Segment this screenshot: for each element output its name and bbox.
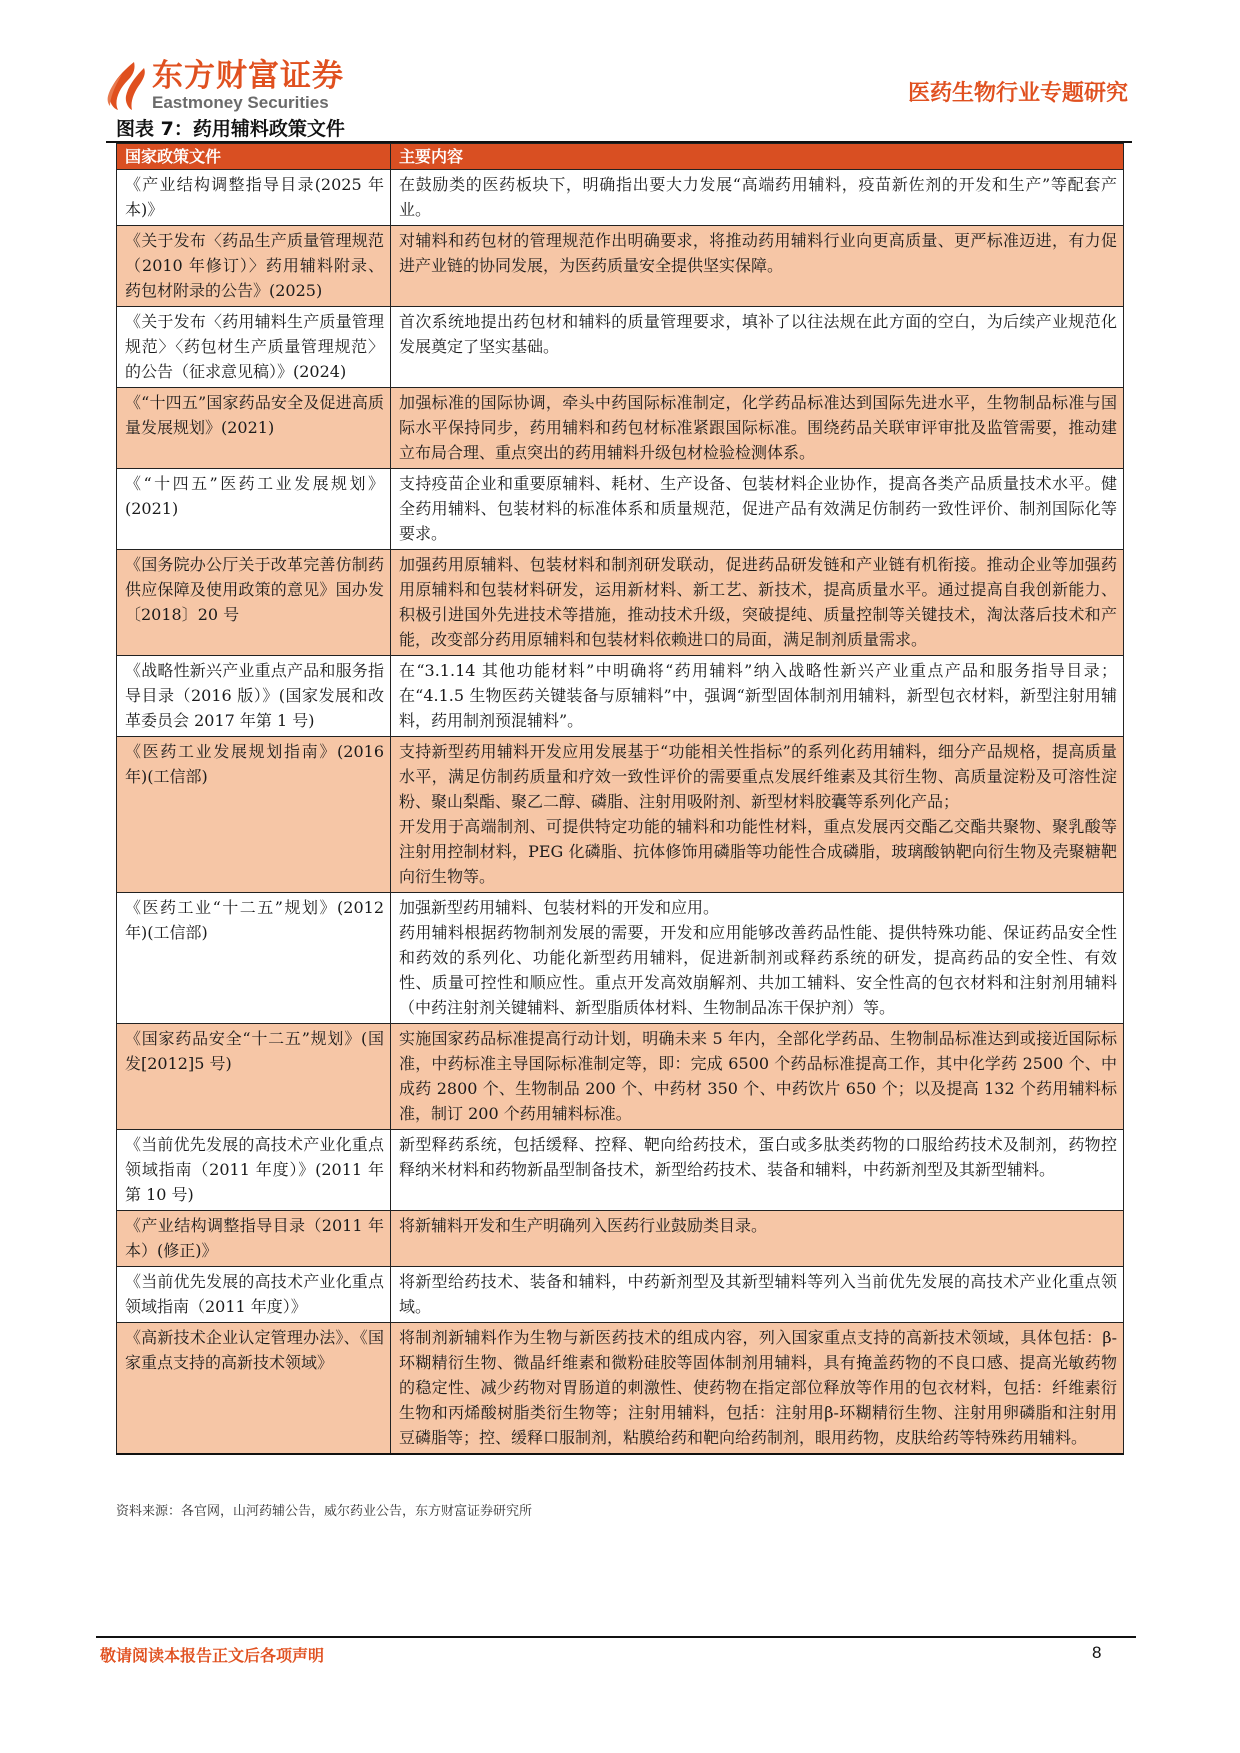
policy-content-cell	[391, 656, 1124, 737]
policy-content-cell	[391, 737, 1124, 893]
source-note: 资料来源：各官网，山河药辅公告，威尔药业公告，东方财富证券研究所	[116, 1504, 533, 1519]
content-paragraph: 加强标准的国际协调，牵头中药国际标准制定，化学药品标准达到国际先进水平，生物制品标准与国际水平保持同步，药用辅料和药包材标准紧跟国际标准。围绕药品关联审评审批及监管需要，推动建立布局合理、重点突出的药用辅料升级包材检验检测体系。	[399, 393, 1117, 462]
company-logo	[104, 58, 364, 118]
content-paragraph: 对辅料和药包材的管理规范作出明确要求，将推动药用辅料行业向更高质量、更严标准迈进，有力促进产业链的协同发展，为医药质量安全提供坚实保障。	[399, 231, 1117, 275]
table-row	[117, 1130, 1124, 1211]
table-header-row	[117, 144, 1124, 170]
policy-document-cell: 《产业结构调整指导目录(2025 年本)》	[117, 170, 391, 226]
policy-document-cell: 《当前优先发展的高技术产业化重点领域指南（2011 年度）》	[117, 1267, 391, 1323]
policy-document-cell: 《“十四五”国家药品安全及促进高质量发展规划》(2021)	[117, 388, 391, 469]
content-paragraph: 首次系统地提出药包材和辅料的质量管理要求，填补了以往法规在此方面的空白，为后续产业规范化发展奠定了坚实基础。	[399, 312, 1117, 356]
policy-content-cell	[391, 1267, 1124, 1323]
content-paragraph: 在鼓励类的医药板块下，明确指出要大力发展“高端药用辅料，疫苗新佐剂的开发和生产”等配套产业。	[399, 175, 1117, 219]
content-paragraph: 新型释药系统，包括缓释、控释、靶向给药技术，蛋白或多肽类药物的口服给药技术及制剂，药物控释纳米材料和药物新晶型制备技术，新型给药技术、装备和辅料，中药新剂型及其新型辅料。	[399, 1135, 1117, 1179]
table-row	[117, 1024, 1124, 1130]
policy-content-cell	[391, 1211, 1124, 1267]
policy-content-cell	[391, 893, 1124, 1024]
policy-content-cell	[391, 388, 1124, 469]
table-row	[117, 1267, 1124, 1323]
policy-content-cell	[391, 1323, 1124, 1455]
content-paragraph: 支持新型药用辅料开发应用发展基于“功能相关性指标”的系列化药用辅料，细分产品规格，提高质量水平，满足仿制药质量和疗效一致性评价的需要重点发展纤维素及其衍生物、高质量淀粉及可溶性淀粉、聚山梨酯、聚乙二醇、磷脂、注射用吸附剂、新型材料胶囊等系列化产品；	[399, 742, 1117, 811]
policy-content-cell	[391, 469, 1124, 550]
figure-title: 图表 7：药用辅料政策文件	[116, 118, 345, 140]
content-paragraph: 开发用于高端制剂、可提供特定功能的辅料和功能性材料，重点发展丙交酯乙交酯共聚物、聚乳酸等注射用控制材料，PEG 化磷脂、抗体修饰用磷脂等功能性合成磷脂，玻璃酸钠靶向衍生物及壳聚糖靶向衍生物等。	[399, 817, 1117, 886]
policy-document-cell: 《高新技术企业认定管理办法》、《国家重点支持的高新技术领域》	[117, 1323, 391, 1455]
policy-table-body	[117, 170, 1124, 1455]
table-row	[117, 1211, 1124, 1267]
policy-document-cell: 《战略性新兴产业重点产品和服务指导目录（2016 版）》(国家发展和改革委员会 2017 年第 1 号)	[117, 656, 391, 737]
table-row	[117, 1323, 1124, 1455]
logo-english-name: Eastmoney Securities	[152, 93, 329, 112]
table-row	[117, 388, 1124, 469]
policy-content-cell	[391, 1024, 1124, 1130]
policy-document-cell: 《医药工业发展规划指南》(2016 年)(工信部)	[117, 737, 391, 893]
policy-document-cell: 《当前优先发展的高技术产业化重点领域指南（2011 年度）》(2011 年第 10 号)	[117, 1130, 391, 1211]
policy-document-cell: 《医药工业“十二五”规划》(2012 年)(工信部)	[117, 893, 391, 1024]
policy-document-cell: 《关于发布〈药品生产质量管理规范（2010 年修订）〉药用辅料附录、药包材附录的公告》(2025)	[117, 226, 391, 307]
content-paragraph: 支持疫苗企业和重要原辅料、耗材、生产设备、包装材料企业协作，提高各类产品质量技术水平。健全药用辅料、包装材料的标准体系和质量规范，促进产品有效满足仿制药一致性评价、制剂国际化等要求。	[399, 474, 1117, 543]
table-row	[117, 550, 1124, 656]
content-paragraph: 将制剂新辅料作为生物与新医药技术的组成内容，列入国家重点支持的高新技术领域，具体包括：β-环糊精衍生物、微晶纤维素和微粉硅胶等固体制剂用辅料，具有掩盖药物的不良口感、提高光敏药物的稳定性、减少药物对胃肠道的刺激性、使药物在指定部位释放等作用的包衣材料，包括：纤维素衍生物和丙烯酸树脂类衍生物等；注射用辅料，包括：注射用β-环糊精衍生物、注射用卵磷脂和注射用豆磷脂等；控、缓释口服制剂，粘膜给药和靶向给药制剂，眼用药物，皮肤给药等特殊药用辅料。	[399, 1328, 1117, 1447]
content-paragraph: 加强新型药用辅料、包装材料的开发和应用。	[399, 898, 720, 917]
policy-document-cell: 《产业结构调整指导目录（2011 年本）(修正)》	[117, 1211, 391, 1267]
policy-content-cell	[391, 307, 1124, 388]
page-number: 8	[1092, 1643, 1102, 1662]
eastmoney-flame-logo-icon	[104, 60, 148, 112]
policy-document-cell: 《“十四五”医药工业发展规划》(2021)	[117, 469, 391, 550]
logo-chinese-name: 东方财富证券	[152, 58, 344, 94]
policy-document-cell: 《国家药品安全“十二五”规划》(国发[2012]5 号)	[117, 1024, 391, 1130]
footer-disclaimer: 敬请阅读本报告正文后各项声明	[100, 1646, 325, 1665]
policy-document-cell: 《国务院办公厅关于改革完善仿制药供应保障及使用政策的意见》国办发〔2018〕20 号	[117, 550, 391, 656]
column-header-content: 主要内容	[391, 144, 1124, 170]
table-row	[117, 170, 1124, 226]
footer-divider	[96, 1636, 1136, 1638]
policy-table	[116, 143, 1124, 1455]
table-row	[117, 226, 1124, 307]
content-paragraph: 将新型给药技术、装备和辅料，中药新剂型及其新型辅料等列入当前优先发展的高技术产业化重点领域。	[399, 1272, 1117, 1316]
content-paragraph: 加强药用原辅料、包装材料和制剂研发联动，促进药品研发链和产业链有机衔接。推动企业等加强药用原辅料和包装材料研发，运用新材料、新工艺、新技术，提高质量水平。通过提高自我创新能力、积极引进国外先进技术等措施，推动技术升级，突破提纯、质量控制等关键技术，淘汰落后技术和产能，改变部分药用原辅料和包装材料依赖进口的局面，满足制剂质量需求。	[399, 555, 1117, 649]
content-paragraph: 实施国家药品标准提高行动计划，明确未来 5 年内，全部化学药品、生物制品标准达到或接近国际标准，中药标准主导国际标准制定等，即：完成 6500 个药品标准提高工作，其中化学药 2500 个、中成药 2800 个、生物制品 200 个、中药材 350 个、中药饮片 650 个；以及提高 132 个药用辅料标准，制订 200 个药用辅料标准。	[399, 1029, 1117, 1123]
column-header-policy: 国家政策文件	[117, 144, 391, 170]
policy-content-cell	[391, 550, 1124, 656]
content-paragraph: 药用辅料根据药物制剂发展的需要，开发和应用能够改善药品性能、提供特殊功能、保证药品安全性和药效的系列化、功能化新型药用辅料，促进新制剂或释药系统的研发，提高药品的安全性、有效性、质量可控性和顺应性。重点开发高效崩解剂、共加工辅料、安全性高的包衣材料和注射剂用辅料（中药注射剂关键辅料、新型脂质体材料、生物制品冻干保护剂）等。	[399, 923, 1117, 1017]
report-section-title: 医药生物行业专题研究	[907, 81, 1128, 106]
table-row	[117, 656, 1124, 737]
table-row	[117, 893, 1124, 1024]
table-row	[117, 469, 1124, 550]
policy-document-cell: 《关于发布〈药用辅料生产质量管理规范〉〈药包材生产质量管理规范〉的公告（征求意见稿）》(2024)	[117, 307, 391, 388]
policy-content-cell	[391, 1130, 1124, 1211]
content-paragraph: 在“3.1.14 其他功能材料”中明确将“药用辅料”纳入战略性新兴产业重点产品和服务指导目录；在“4.1.5 生物医药关键装备与原辅料”中，强调“新型固体制剂用辅料，新型包衣材料，新型注射用辅料，药用制剂预混辅料”。	[399, 661, 1117, 730]
content-paragraph: 将新辅料开发和生产明确列入医药行业鼓励类目录。	[399, 1216, 768, 1235]
policy-content-cell	[391, 170, 1124, 226]
policy-content-cell	[391, 226, 1124, 307]
table-row	[117, 307, 1124, 388]
table-row	[117, 737, 1124, 893]
